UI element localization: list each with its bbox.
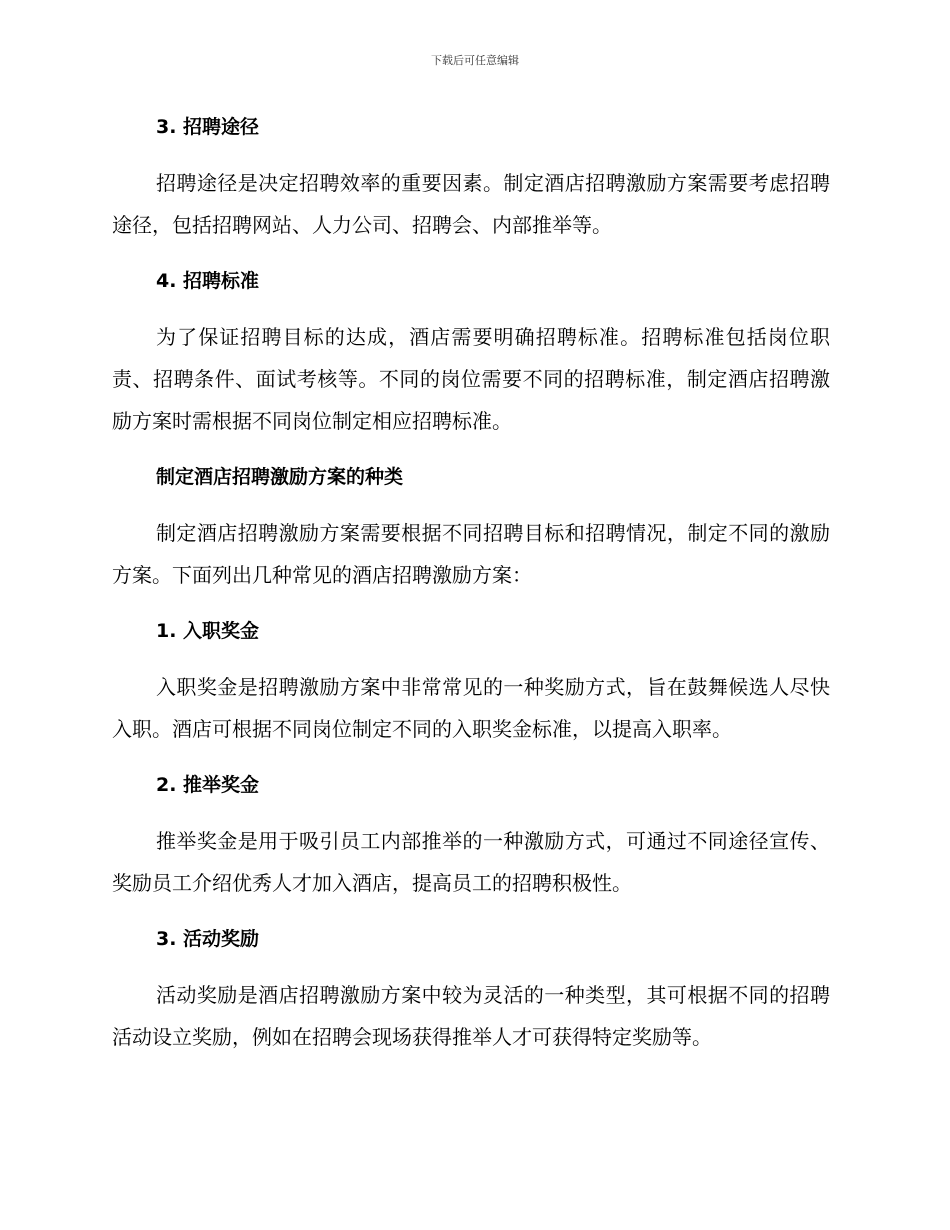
page-header: 下载后可任意编辑 bbox=[431, 54, 519, 67]
section-heading-recruitment-standards: 4. 招聘标准 bbox=[156, 270, 260, 292]
section-heading-incentive-types: 制定酒店招聘激励方案的种类 bbox=[156, 466, 404, 488]
paragraph-referral-bonus: 推举奖金是用于吸引员工内部推举的一种激励方式，可通过不同途径宣传、奖励员工介绍优秀人才加入酒店，提高员工的招聘积极性。 bbox=[112, 829, 830, 895]
paragraph-event-rewards: 活动奖励是酒店招聘激励方案中较为灵活的一种类型，其可根据不同的招聘活动设立奖励，例如在招聘会现场获得推举人才可获得特定奖励等。 bbox=[112, 983, 830, 1049]
section-heading-recruitment-channels: 3. 招聘途径 bbox=[156, 116, 260, 138]
paragraph-recruitment-channels: 招聘途径是决定招聘效率的重要因素。制定酒店招聘激励方案需要考虑招聘途径，包括招聘网站、人力公司、招聘会、内部推举等。 bbox=[112, 171, 830, 237]
paragraph-onboarding-bonus: 入职奖金是招聘激励方案中非常常见的一种奖励方式，旨在鼓舞候选人尽快入职。酒店可根据不同岗位制定不同的入职奖金标准，以提高入职率。 bbox=[112, 675, 830, 741]
section-heading-event-rewards: 3. 活动奖励 bbox=[156, 928, 260, 950]
paragraph-incentive-types: 制定酒店招聘激励方案需要根据不同招聘目标和招聘情况，制定不同的激励方案。下面列出几种常见的酒店招聘激励方案： bbox=[112, 521, 830, 587]
section-heading-onboarding-bonus: 1. 入职奖金 bbox=[156, 620, 260, 642]
document-body bbox=[112, 109, 830, 1075]
paragraph-recruitment-standards: 为了保证招聘目标的达成，酒店需要明确招聘标准。招聘标准包括岗位职责、招聘条件、面试考核等。不同的岗位需要不同的招聘标准，制定酒店招聘激励方案时需根据不同岗位制定相应招聘标准。 bbox=[112, 325, 830, 433]
section-heading-referral-bonus: 2. 推举奖金 bbox=[156, 774, 260, 796]
